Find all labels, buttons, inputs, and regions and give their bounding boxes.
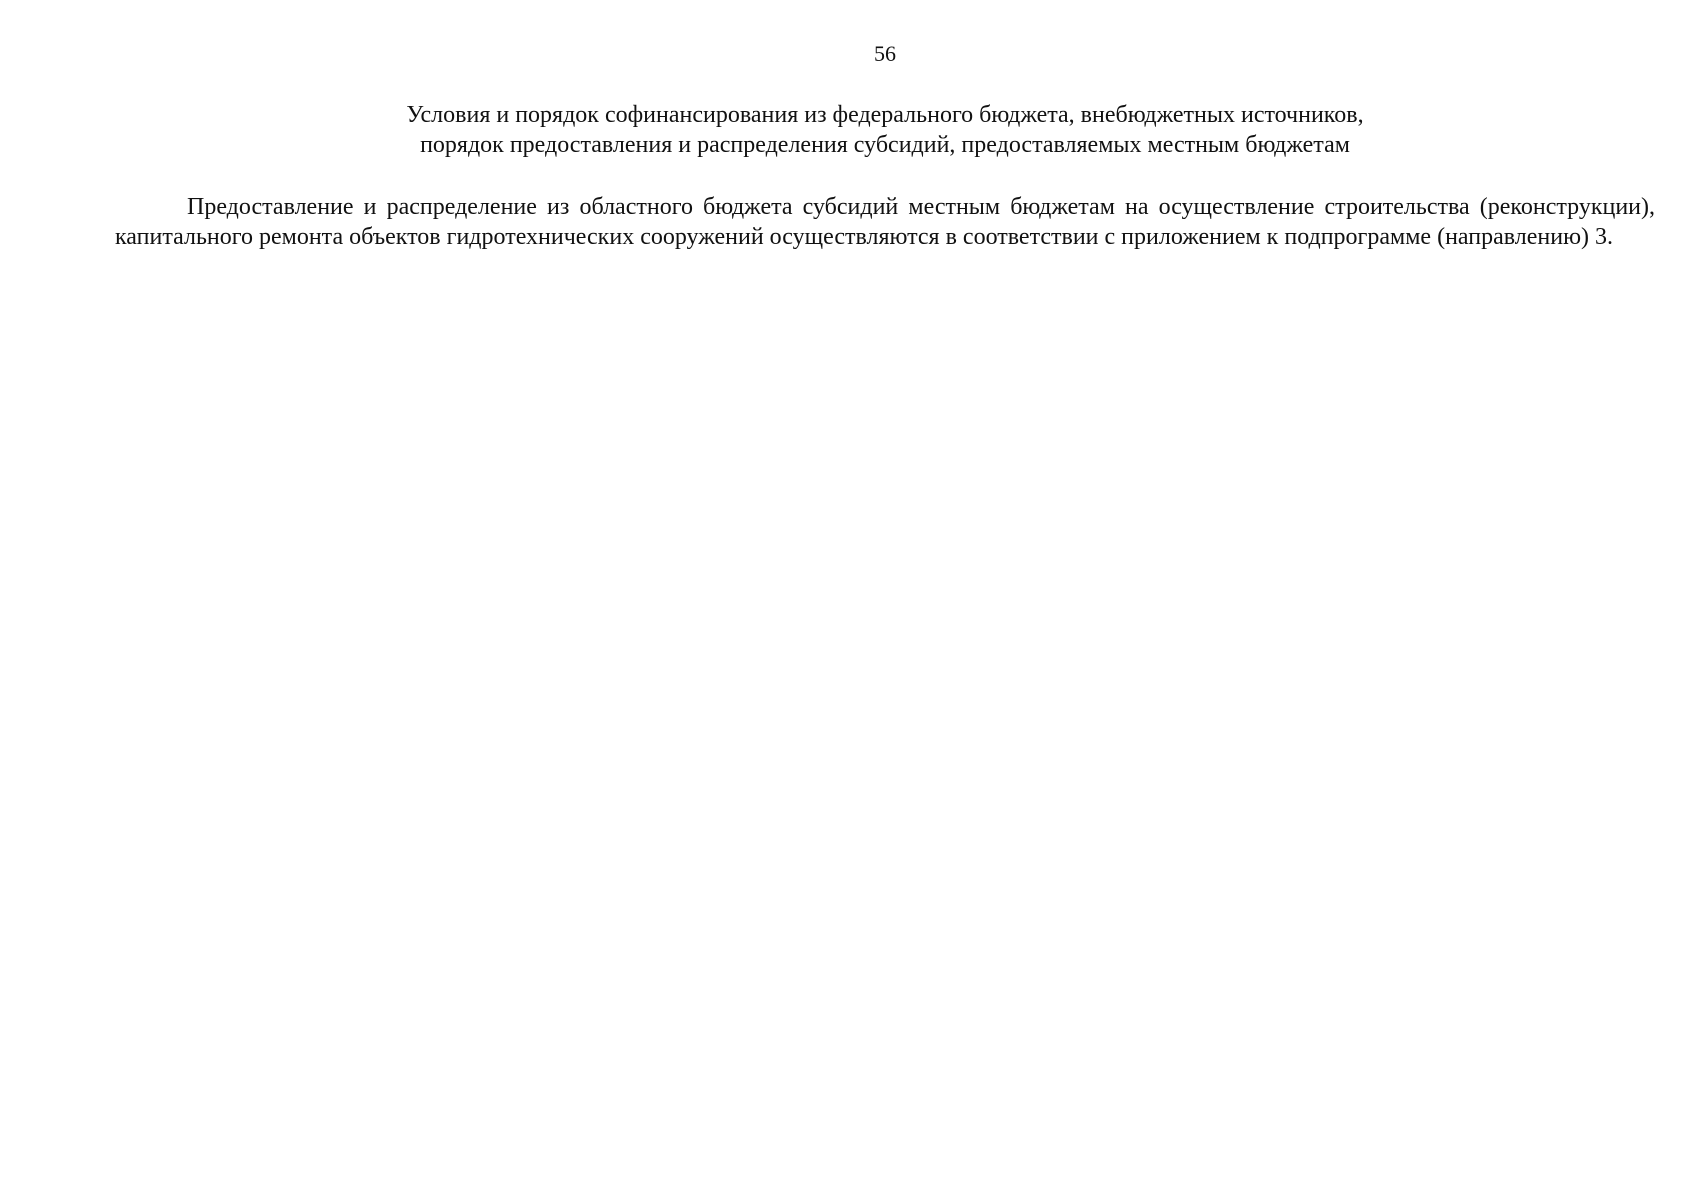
section-title: [115, 100, 1655, 160]
section-title-line-2: порядок предоставления и распределения субсидий, предоставляемых местным бюджетам: [420, 132, 1350, 158]
body-paragraph: Предоставление и распределение из областного бюджета субсидий местным бюджетам на осуществление строительства (реконструкции), капитального ремонта объектов гидротехнических сооружений осуществляются в соответствии с приложением к подпрограмме (направлению) 3.: [115, 194, 1655, 250]
section-title-line-1: Условия и порядок софинансирования из федерального бюджета, внебюджетных источников,: [406, 102, 1364, 128]
page-number: 56: [874, 41, 896, 66]
